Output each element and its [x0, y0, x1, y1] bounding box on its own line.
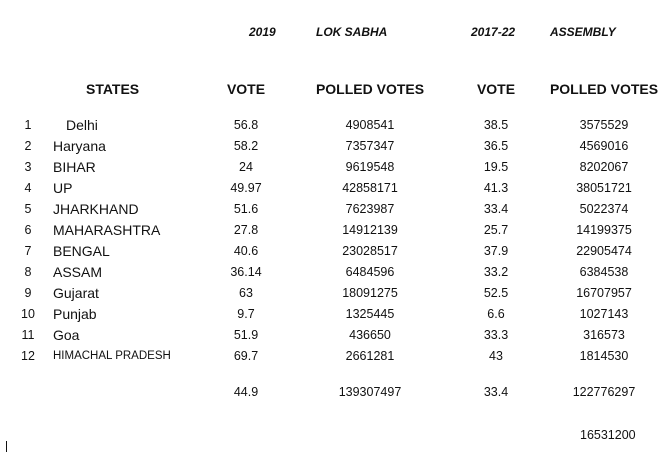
table-row	[0, 241, 670, 262]
serial-number: 1	[24, 118, 32, 132]
polled-ls-cell: 23028517	[342, 244, 398, 258]
serial-number: 8	[24, 265, 32, 279]
state-name: Delhi	[66, 117, 98, 133]
vote-as-cell: 37.9	[483, 244, 509, 258]
polled-as-cell: 316573	[583, 328, 625, 342]
polled-ls-cell: 14912139	[342, 223, 398, 237]
vote-ls-cell: 51.9	[233, 328, 259, 342]
total-vote-ls: 44.9	[233, 385, 259, 399]
vote-as-cell: 19.5	[483, 160, 509, 174]
polled-ls-cell: 436650	[349, 328, 391, 342]
polled-ls-cell: 18091275	[342, 286, 398, 300]
state-name: ASSAM	[53, 264, 103, 280]
polled-as-cell: 38051721	[576, 181, 632, 195]
polled-as-cell: 22905474	[576, 244, 632, 258]
polled-ls-cell: 1325445	[345, 307, 395, 321]
vote-as-cell: 25.7	[483, 223, 509, 237]
serial-number: 3	[24, 160, 32, 174]
assembly-title: ASSEMBLY	[550, 25, 616, 39]
text-cursor	[6, 441, 7, 452]
vote-as-cell: 33.4	[483, 202, 509, 216]
vote-as-cell: 36.5	[483, 139, 509, 153]
state-name: BIHAR	[53, 159, 96, 175]
polled-as-cell: 5022374	[579, 202, 629, 216]
serial-number: 9	[24, 286, 32, 300]
state-name: MAHARASHTRA	[53, 222, 161, 238]
vote-ls-cell: 56.8	[233, 118, 259, 132]
table-row	[0, 136, 670, 157]
vote-as-cell: 6.6	[487, 307, 505, 321]
column-header-states: STATES	[86, 81, 140, 97]
table-row	[0, 157, 670, 178]
vote-ls-cell: 9.7	[237, 307, 255, 321]
vote-ls-cell: 63	[239, 286, 253, 300]
lok-sabha-year: 2019	[249, 25, 276, 39]
serial-number: 2	[24, 139, 32, 153]
serial-number: 10	[21, 307, 35, 321]
state-name: JHARKHAND	[53, 201, 139, 217]
lok-sabha-title: LOK SABHA	[316, 25, 388, 39]
polled-ls-cell: 42858171	[342, 181, 398, 195]
column-header-vote-ls: VOTE	[226, 81, 266, 97]
serial-number: 5	[24, 202, 32, 216]
serial-number: 6	[24, 223, 32, 237]
total-polled-ls: 139307497	[338, 385, 402, 399]
vote-ls-cell: 58.2	[233, 139, 259, 153]
polled-ls-cell: 4908541	[345, 118, 395, 132]
table-row	[0, 325, 670, 346]
column-header-polled-as: POLLED VOTES	[549, 81, 659, 97]
serial-number: 12	[21, 349, 35, 363]
table-row	[0, 304, 670, 325]
vote-as-cell: 41.3	[483, 181, 509, 195]
polled-ls-cell: 7357347	[345, 139, 395, 153]
assembly-year: 2017-22	[471, 25, 516, 39]
column-header-vote-as: VOTE	[476, 81, 516, 97]
serial-number: 11	[21, 328, 35, 342]
polled-ls-cell: 9619548	[345, 160, 395, 174]
table-row	[0, 178, 670, 199]
vote-as-cell: 38.5	[483, 118, 509, 132]
table-row	[0, 262, 670, 283]
vote-as-cell: 33.2	[483, 265, 509, 279]
polled-as-cell: 16707957	[576, 286, 632, 300]
serial-number: 7	[24, 244, 32, 258]
vote-ls-cell: 49.97	[230, 181, 262, 195]
state-name: Punjab	[53, 306, 97, 322]
vote-ls-cell: 24	[239, 160, 253, 174]
vote-ls-cell: 69.7	[233, 349, 259, 363]
polled-ls-cell: 7623987	[345, 202, 395, 216]
table-row	[0, 283, 670, 304]
polled-as-cell: 1027143	[579, 307, 629, 321]
polled-as-cell: 3575529	[579, 118, 629, 132]
table-row	[0, 346, 670, 367]
polled-as-cell: 4569016	[579, 139, 629, 153]
polled-ls-cell: 2661281	[345, 349, 395, 363]
polled-as-cell: 1814530	[579, 349, 629, 363]
state-name: HIMACHAL PRADESH	[53, 350, 171, 362]
state-name: UP	[53, 180, 73, 196]
polled-as-cell: 14199375	[576, 223, 632, 237]
serial-number: 4	[24, 181, 32, 195]
total-polled-as: 122776297	[572, 385, 636, 399]
vote-ls-cell: 51.6	[233, 202, 259, 216]
vote-ls-cell: 40.6	[233, 244, 259, 258]
table-row	[0, 199, 670, 220]
state-name: Gujarat	[53, 285, 99, 301]
state-name: BENGAL	[53, 243, 110, 259]
polled-as-cell: 6384538	[579, 265, 629, 279]
polled-ls-cell: 6484596	[345, 265, 395, 279]
vote-as-cell: 43	[489, 349, 503, 363]
polled-as-cell: 8202067	[579, 160, 629, 174]
table-row	[0, 115, 670, 136]
vote-as-cell: 33.3	[483, 328, 509, 342]
column-header-polled-ls: POLLED VOTES	[315, 81, 425, 97]
table-row	[0, 220, 670, 241]
vote-ls-cell: 27.8	[233, 223, 259, 237]
total-vote-as: 33.4	[483, 385, 509, 399]
state-name: Goa	[53, 327, 80, 343]
vote-as-cell: 52.5	[483, 286, 509, 300]
state-name: Haryana	[53, 138, 106, 154]
vote-ls-cell: 36.14	[230, 265, 262, 279]
polled-votes-difference: 16531200	[580, 428, 636, 442]
